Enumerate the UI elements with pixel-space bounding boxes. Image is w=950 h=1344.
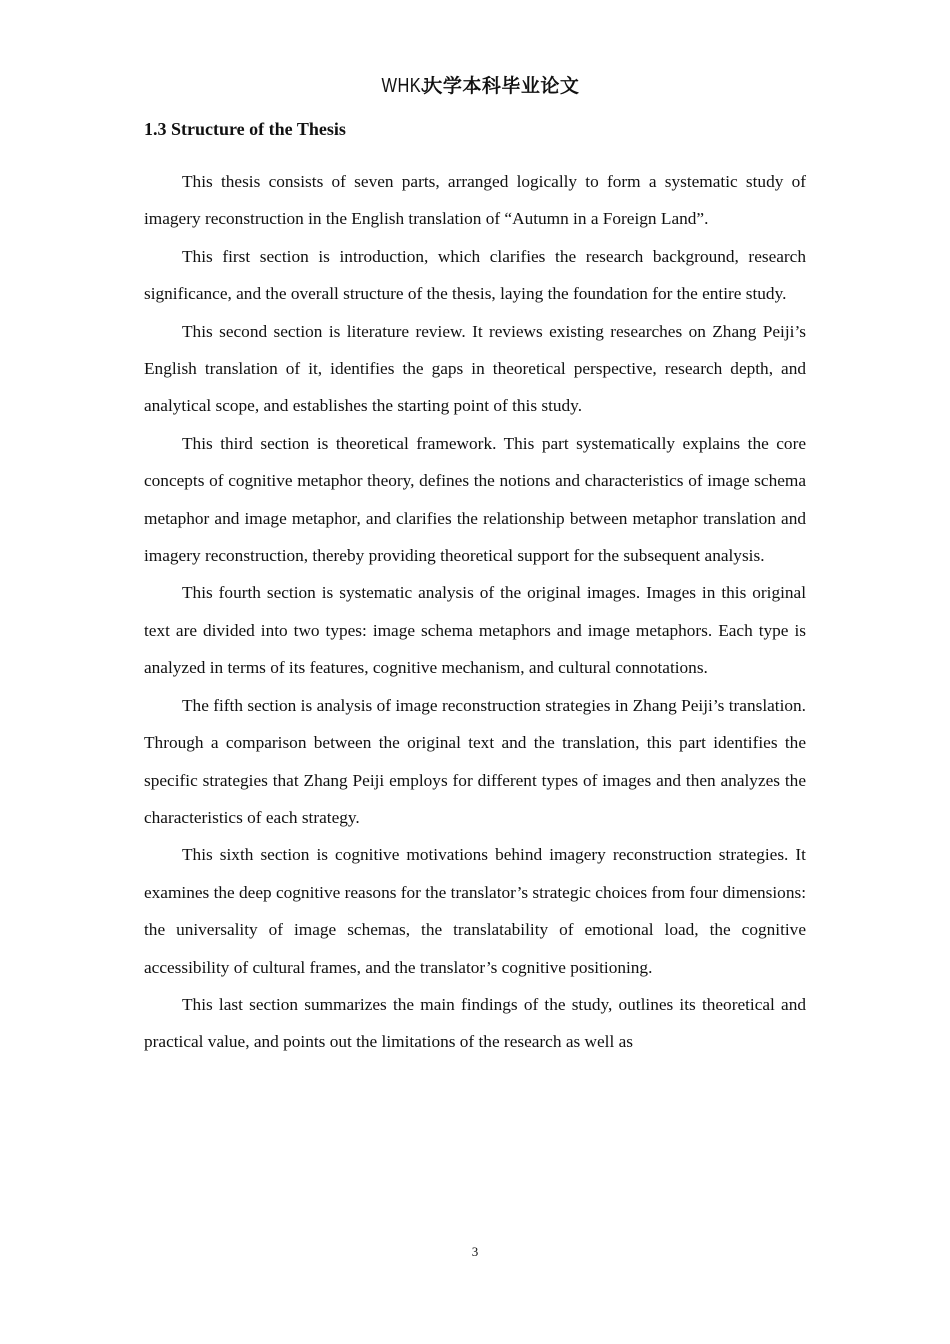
- paragraph-overview: This thesis consists of seven parts, arranged logically to form a systematic study of imagery reconstruction in the English translation of “Autumn in a Foreign Land”.: [144, 172, 806, 229]
- page-header: [0, 72, 950, 101]
- paragraph-section-2: This second section is literature review. It reviews existing researches on Zhang Peiji’s English translation of it, identifies the gaps in theoretical perspective, research depth, and analytical scope, and establishes the starting point of this study.: [144, 321, 806, 416]
- body-text: [144, 163, 806, 1061]
- paragraph-section-7: This last section summarizes the main findings of the study, outlines its theoretical and practical value, and points out the limitations of the research as well as: [144, 994, 806, 1052]
- paragraph-section-4: This fourth section is systematic analysis of the original images. Images in this original text are divided into two types: image schema metaphors and image metaphors. Each type is analyzed in terms of its features, cognitive mechanism, and cultural connotations.: [144, 583, 806, 678]
- header-university-code: WHKJ: [381, 75, 430, 97]
- paragraph-section-3: This third section is theoretical framework. This part systematically explains the core concepts of cognitive metaphor theory, defines the notions and characteristics of image schema metaphor and image metaphor, and clarifies the relationship between metaphor translation and imagery reconstruction, thereby providing theoretical support for the subsequent analysis.: [144, 433, 806, 566]
- paragraph-section-5: The fifth section is analysis of image reconstruction strategies in Zhang Peiji’s translation. Through a comparison between the original text and the translation, this part identifies the specific strategies that Zhang Peiji employs for different types of images and then analyzes the characteristics of each strategy.: [144, 695, 806, 827]
- header-title: 大学本科毕业论文: [423, 75, 580, 97]
- paragraph-section-1: This first section is introduction, which clarifies the research background, research significance, and the overall structure of the thesis, laying the foundation for the entire study.: [144, 246, 806, 304]
- page-number: 3: [471, 1244, 479, 1259]
- section-heading: 1.3 Structure of the Thesis: [144, 119, 346, 139]
- paragraph-section-6: This sixth section is cognitive motivations behind imagery reconstruction strategies. It examines the deep cognitive reasons for the translator’s strategic choices from four dimensions: the universality of image schemas, the translatability of emotional load, the cognitive accessibility of cultural frames, and the translator’s cognitive positioning.: [144, 845, 806, 977]
